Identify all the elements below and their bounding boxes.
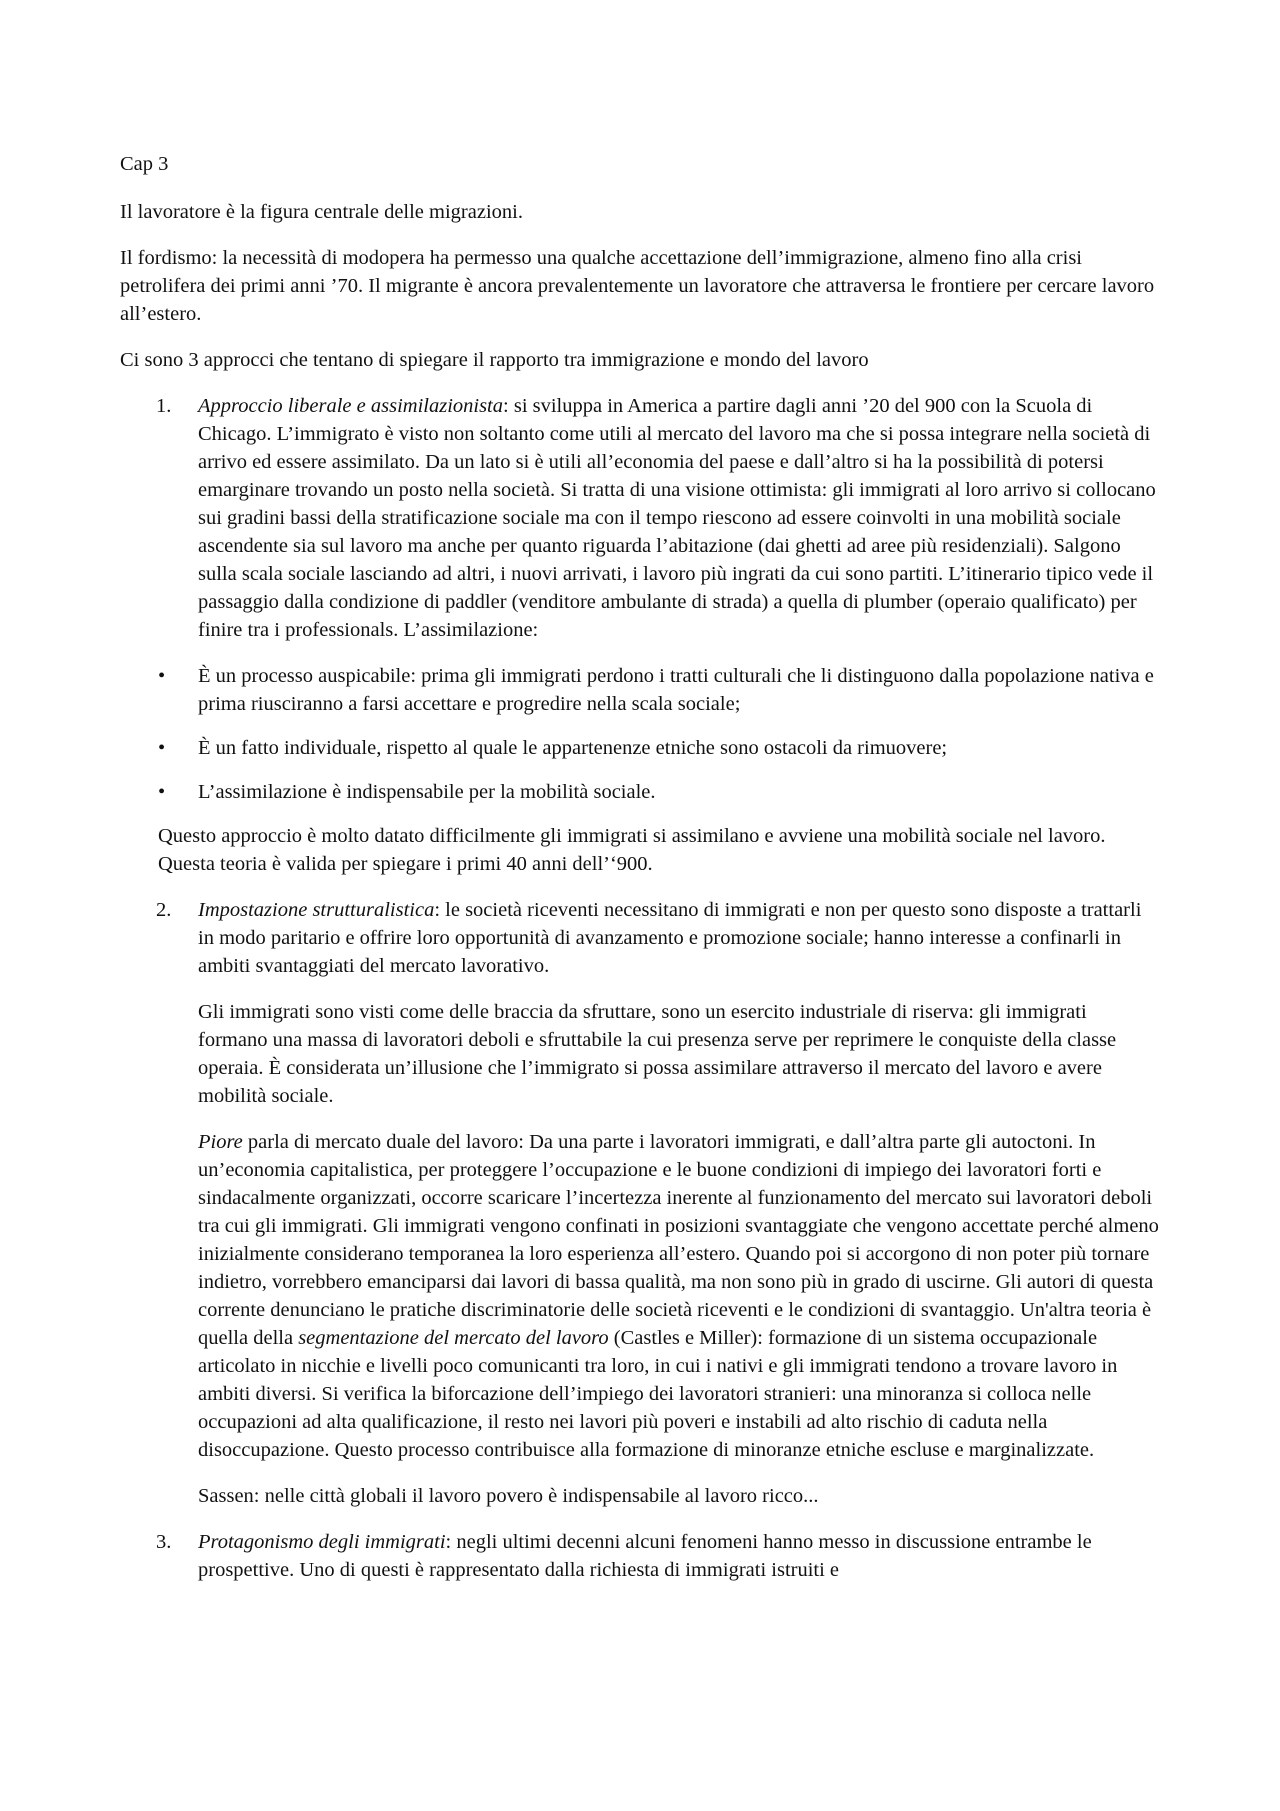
approach-title: Approccio liberale e assimilazionista (198, 395, 504, 417)
bullet-text: È un fatto individuale, rispetto al quale le appartenenze etniche sono ostacoli da rimuovere; (198, 737, 948, 759)
bullet-text: L’assimilazione è indispensabile per la mobilità sociale. (198, 781, 656, 803)
approach-title: Protagonismo degli immigrati (198, 1531, 446, 1553)
bullet-icon: • (158, 665, 166, 687)
structuralist-paragraph-2: Gli immigrati sono visti come delle braccia da sfruttare, sono un esercito industriale di riserva: gli immigrati formano una massa di lavoratori deboli e sfruttabile la cui presenza serve per reprimere le conquiste della classe operaia. È considerata un’illusione che l’immigrato si possa assimilare attraverso il mercato del lavoro e avere mobilità sociale. (198, 1001, 1117, 1107)
segmentation-term: segmentazione del mercato del lavoro (298, 1327, 609, 1349)
bullet-icon: • (158, 737, 166, 759)
approach-text: : le società riceventi necessitano di immigrati e non per questo sono disposte a trattarli in modo paritario e offrire loro opportunità di avanzamento e promozione sociale; hanno interesse a confinarli in ambiti svantaggiati del mercato lavorativo. (198, 899, 1142, 977)
intro-paragraph-2: Il fordismo: la necessità di modopera ha permesso una qualche accettazione dell’immigrazione, almeno fino alla crisi petrolifera dei primi anni ’70. Il migrante è ancora prevalentemente un lavoratore che attraversa le frontiere per cercare lavoro all’estero. (120, 247, 1155, 325)
intro-paragraph-3: Ci sono 3 approcci che tentano di spiegare il rapporto tra immigrazione e mondo del lavoro (120, 349, 869, 371)
list-number: 1. (156, 395, 172, 417)
sassen-paragraph: Sassen: nelle città globali il lavoro povero è indispensabile al lavoro ricco... (198, 1485, 819, 1507)
list-item-1 (120, 392, 1160, 644)
document-page (120, 150, 1160, 1602)
bullet-item-3 (120, 778, 1160, 806)
structuralist-paragraph-3: Piore parla di mercato duale del lavoro: Da una parte i lavoratori immigrati, e dall’altra parte gli autoctoni. In un’economia capitalistica, per proteggere l’occupazione e le buone condizioni di impiego dei lavoratori forti e sindacalmente organizzati, occorre scaricare l’incertezza inerente al funzionamento del mercato sui lavoratori deboli tra cui gli immigrati. Gli immigrati vengono confinati in posizioni svantaggiate che vengono accettate perché almeno inizialmente considerano temporanea la loro esperienza all’estero. Quando poi si accorgono di non poter più tornare indietro, vorrebbero emanciparsi dai lavori di bassa qualità, ma non sono più in grado di uscirne. Gli autori di questa corrente denunciano le pratiche discriminatorie delle società riceventi e le condizioni di svantaggio. Un'altra teoria è quella della segmentazione del mercato del lavoro (Castles e Miller): formazione di un sistema occupazionale articolato in nicchie e livelli poco comunicanti tra loro, in cui i nativi e gli immigrati tendono a trovare lavoro in ambiti diversi. Si verifica la biforcazione dell’impiego dei lavoratori stranieri: una minoranza si colloca nelle occupazioni ad alta qualificazione, il resto nei lavori più poveri e instabili ad alto rischio di caduta nella disoccupazione. Questo processo contribuisce alla formazione di minoranze etniche escluse e marginalizzate. (198, 1131, 1159, 1461)
chapter-heading: Cap 3 (120, 153, 169, 175)
intro-paragraph-1: Il lavoratore è la figura centrale delle migrazioni. (120, 201, 523, 223)
list-number: 2. (156, 899, 172, 921)
assimilation-comment: Questo approccio è molto datato difficilmente gli immigrati si assimilano e avviene una mobilità sociale nel lavoro. Questa teoria è valida per spiegare i primi 40 anni dell’‘900. (158, 825, 1106, 875)
bullet-item-2 (120, 734, 1160, 762)
bullet-item-1 (120, 662, 1160, 718)
approach-title: Impostazione strutturalistica (198, 899, 435, 921)
list-number: 3. (156, 1531, 172, 1553)
author-name: Piore (198, 1131, 243, 1153)
bullet-text: È un processo auspicabile: prima gli immigrati perdono i tratti culturali che li distinguono dalla popolazione nativa e prima riusciranno a farsi accettare e progredire nella scala sociale; (198, 665, 1154, 715)
approach-text: : negli ultimi decenni alcuni fenomeni hanno messo in discussione entrambe le prospettive. Uno di questi è rappresentato dalla richiesta di immigrati istruiti e (198, 1531, 1092, 1581)
bullet-icon: • (158, 781, 166, 803)
list-item-2 (120, 896, 1160, 1510)
approach-text: : si sviluppa in America a partire dagli anni ’20 del 900 con la Scuola di Chicago. L’immigrato è visto non soltanto come utili al mercato del lavoro ma che si possa integrare nella società di arrivo ed essere assimilato. Da un lato si è utili all’economia del paese e dall’altro si ha la possibilità di potersi emarginare trovando un posto nella società. Si tratta di una visione ottimista: gli immigrati al loro arrivo si collocano sui gradini bassi della stratificazione sociale ma con il tempo riescono ad essere coinvolti in una mobilità sociale ascendente sia sul lavoro ma anche per quanto riguarda l’abitazione (dai ghetti ad aree più residenziali). Salgono sulla scala sociale lasciando ad altri, i nuovi arrivati, i lavoro più ingrati da cui sono partiti. L’itinerario tipico vede il passaggio dalla condizione di paddler (venditore ambulante di strada) a quella di plumber (operaio qualificato) per finire tra i professionals. L’assimilazione: (198, 395, 1156, 641)
list-item-3 (120, 1528, 1160, 1584)
